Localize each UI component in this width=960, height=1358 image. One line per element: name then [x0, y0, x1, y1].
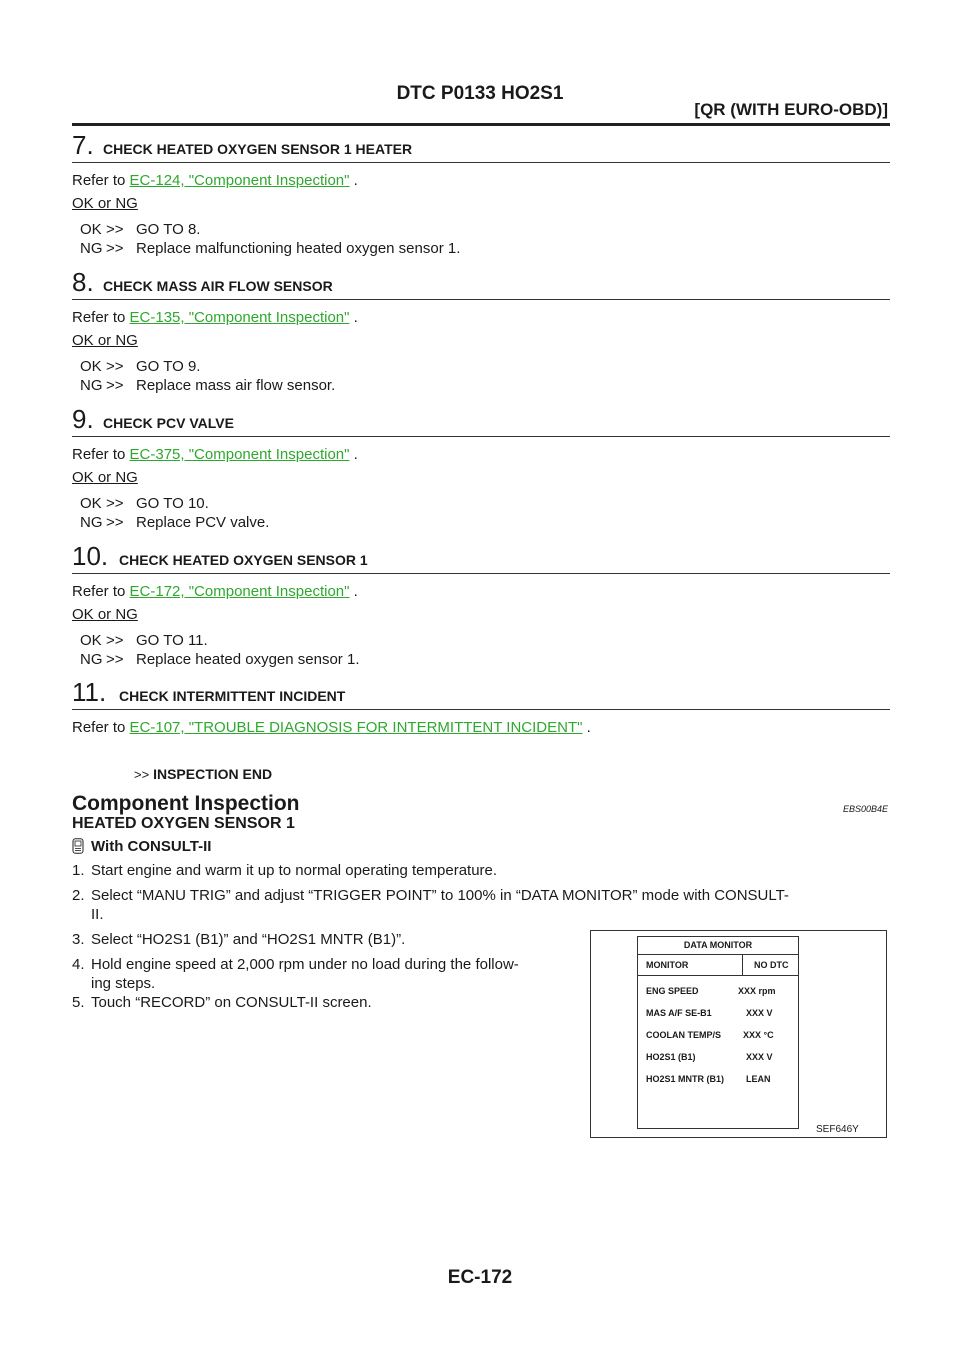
monitor-row: HO2S1 (B1) XXX V	[646, 1052, 773, 1062]
section-code: EBS00B4E	[842, 804, 888, 814]
result-ok: OK >> GO TO 11.	[80, 632, 208, 649]
step-title: CHECK HEATED OXYGEN SENSOR 1 HEATER	[103, 141, 413, 157]
step-10-heading	[72, 541, 890, 574]
step-9-okng: OK or NG	[72, 469, 138, 486]
step-title: CHECK PCV VALVE	[103, 415, 234, 431]
result-ng: NG >> Replace malfunctioning heated oxygen sensor 1.	[80, 240, 461, 257]
step-number: 7.	[72, 130, 94, 160]
result-ok: OK >> GO TO 10.	[80, 495, 209, 512]
step-7-okng: OK or NG	[72, 195, 138, 212]
list-item: 4. Hold engine speed at 2,000 rpm under no load during the follow- ing steps.	[72, 956, 519, 992]
consult-icon	[72, 838, 84, 854]
step-title: CHECK INTERMITTENT INCIDENT	[119, 688, 346, 704]
step-title: CHECK MASS AIR FLOW SENSOR	[103, 278, 333, 294]
consult-label: With CONSULT-II	[72, 838, 211, 855]
result-ok: OK >> GO TO 8.	[80, 221, 201, 238]
step-7-heading	[72, 130, 890, 163]
step-11-refer: Refer to EC-107, "TROUBLE DIAGNOSIS FOR INTERMITTENT INCIDENT" .	[72, 719, 591, 736]
result-ng: NG >> Replace PCV valve.	[80, 514, 270, 531]
step-10-refer: Refer to EC-172, "Component Inspection" .	[72, 583, 358, 600]
section-title: Component Inspection	[72, 792, 300, 815]
header-rule	[72, 123, 890, 126]
step-number: 10.	[72, 541, 109, 571]
step-9-refer: Refer to EC-375, "Component Inspection" .	[72, 446, 358, 463]
result-ng: NG >> Replace heated oxygen sensor 1.	[80, 651, 360, 668]
monitor-row: MAS A/F SE-B1 XXX V	[646, 1008, 773, 1018]
step-8-okng: OK or NG	[72, 332, 138, 349]
data-monitor-header: DATA MONITOR	[638, 937, 798, 955]
page-subtitle: [QR (WITH EURO-OBD)]	[694, 100, 888, 119]
step-number: 9.	[72, 404, 94, 434]
step-title: CHECK HEATED OXYGEN SENSOR 1	[119, 552, 368, 568]
monitor-row: ENG SPEED XXX rpm	[646, 986, 776, 996]
monitor-row: COOLAN TEMP/S XXX °C	[646, 1030, 774, 1040]
figure-id: SEF646Y	[816, 1124, 859, 1135]
page-title: DTC P0133 HO2S1	[396, 83, 564, 104]
section-subtitle: HEATED OXYGEN SENSOR 1	[72, 815, 295, 832]
step-9-link[interactable]: EC-375, "Component Inspection"	[129, 446, 350, 463]
data-monitor-columns: MONITOR NO DTC	[638, 955, 798, 976]
step-8-refer: Refer to EC-135, "Component Inspection" .	[72, 309, 358, 326]
list-item: 5. Touch “RECORD” on CONSULT-II screen.	[72, 994, 372, 1011]
step-7-refer: Refer to EC-124, "Component Inspection" .	[72, 172, 358, 189]
step-8-results	[80, 357, 335, 395]
result-ok: OK >> GO TO 9.	[80, 358, 201, 375]
page-number: EC-172	[447, 1267, 513, 1288]
data-monitor-screen	[637, 936, 799, 1129]
list-item: 1. Start engine and warm it up to normal operating temperature.	[72, 862, 498, 879]
step-11-heading	[72, 677, 890, 710]
inspection-end: >> INSPECTION END	[134, 766, 273, 782]
step-9-heading	[72, 404, 890, 437]
list-item: 2. Select “MANU TRIG” and adjust “TRIGGER POINT” to 100% in “DATA MONITOR” mode with CONSULT- II.	[72, 887, 789, 923]
step-7-results	[80, 220, 460, 258]
step-8-link[interactable]: EC-135, "Component Inspection"	[129, 309, 350, 326]
step-number: 11.	[72, 677, 107, 707]
step-7-link[interactable]: EC-124, "Component Inspection"	[129, 172, 350, 189]
step-number: 8.	[72, 267, 94, 297]
step-10-results	[80, 631, 359, 669]
step-8-heading	[72, 267, 890, 300]
result-ng: NG >> Replace mass air flow sensor.	[80, 377, 336, 394]
step-9-results	[80, 494, 269, 532]
step-10-okng: OK or NG	[72, 606, 138, 623]
monitor-row: HO2S1 MNTR (B1) LEAN	[646, 1074, 771, 1084]
step-11-link[interactable]: EC-107, "TROUBLE DIAGNOSIS FOR INTERMITTENT INCIDENT"	[129, 719, 583, 736]
step-10-link[interactable]: EC-172, "Component Inspection"	[129, 583, 350, 600]
list-item: 3. Select “HO2S1 (B1)” and “HO2S1 MNTR (B1)”.	[72, 931, 406, 948]
